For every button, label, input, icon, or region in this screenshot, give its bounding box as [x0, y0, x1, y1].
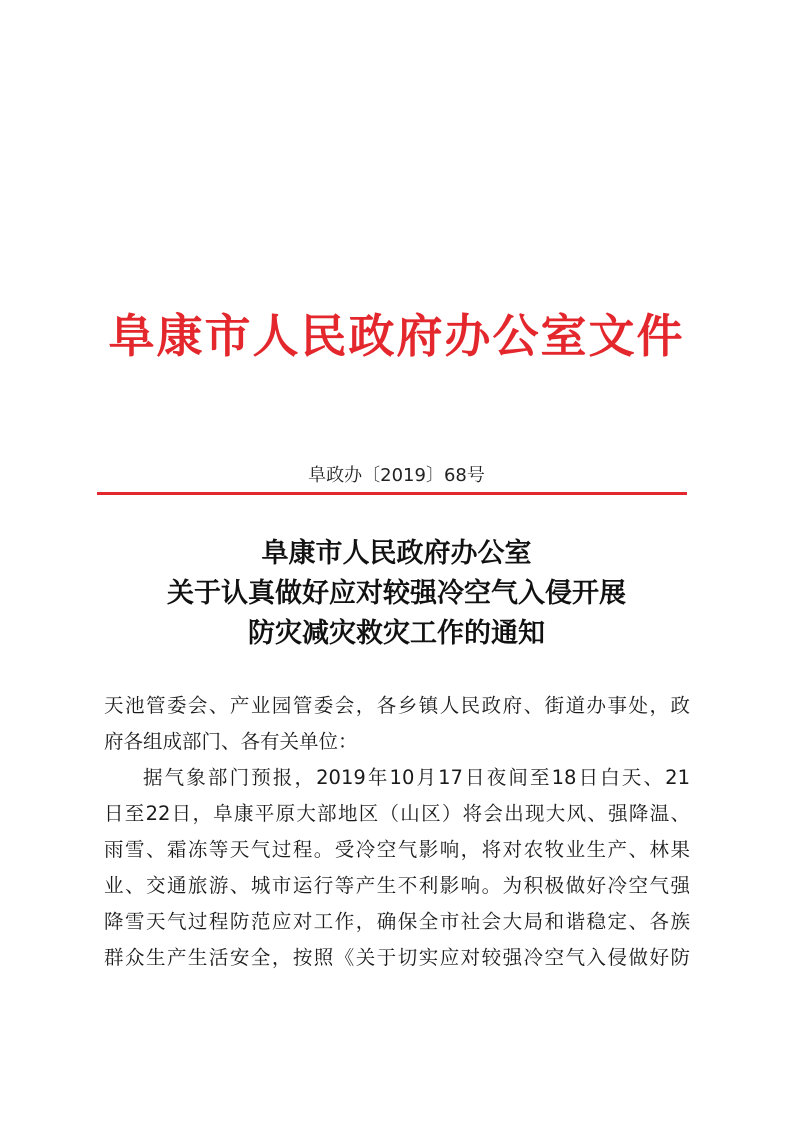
document-number: 阜政办〔2019〕68号 — [308, 465, 485, 486]
paragraph-line: 降雪天气过程防范应对工作，确保全市社会大局和谐稳定、各族 — [104, 910, 690, 933]
document-masthead: 阜康市人民政府办公室文件 — [108, 309, 685, 363]
title-line-2: 关于认真做好应对较强冷空气入侵开展 — [167, 578, 626, 609]
title-line-1: 阜康市人民政府办公室 — [261, 538, 532, 569]
notice-title — [0, 534, 793, 654]
addressee-line: 天池管委会、产业园管委会，各乡镇人民政府、街道办事处，政 — [104, 694, 690, 717]
paragraph-line: 雨雪、霜冻等天气过程。受冷空气影响，将对农牧业生产、林果 — [104, 838, 690, 861]
paragraph-line: 业、交通旅游、城市运行等产生不利影响。为积极做好冷空气强 — [104, 874, 690, 897]
title-line-3: 防灾减灾救灾工作的通知 — [248, 618, 545, 649]
paragraph-line: 据气象部门预报，2019年10月17日夜间至18日白天、21 — [143, 766, 690, 789]
paragraph-line: 群众生产生活安全，按照《关于切实应对较强冷空气入侵做好防 — [104, 946, 690, 969]
paragraph-line: 日至22日，阜康平原大部地区（山区）将会出现大风、强降温、 — [104, 802, 690, 825]
addressee-line: 府各组成部门、各有关单位： — [104, 730, 358, 753]
document-body — [104, 688, 690, 976]
red-separator-line — [97, 492, 687, 495]
